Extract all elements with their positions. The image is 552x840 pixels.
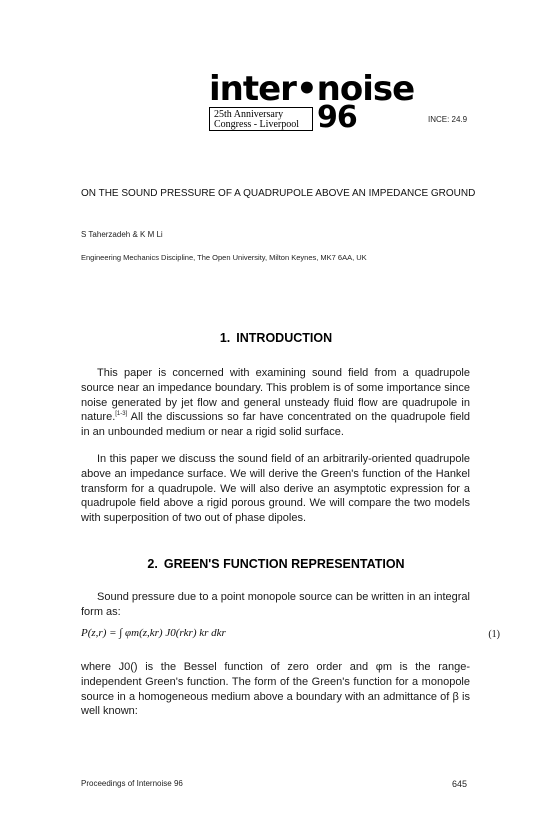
section-number: 1. [219,331,231,345]
section-number: 2. [147,557,158,571]
ince-code: INCE: 24.9 [428,115,468,124]
greens-paragraph-1: Sound pressure due to a point monopole source can be written in an integral form as: [81,591,470,618]
paper-affiliation: Engineering Mechanics Discipline, The Open University, Milton Keynes, MK7 6AA, UK [81,253,367,262]
intro-p1-text-cont: All the discussions so far have concentrated on the quadrupole field in an unbounded medium or near a rigid solid surface. [81,411,470,439]
section-title: GREEN'S FUNCTION REPRESENTATION [163,557,405,571]
intro-paragraph-1 [81,366,470,440]
conference-logo [207,69,415,135]
paper-authors: S Taherzadeh & K M Li [81,230,163,239]
equation-1: P(z,r) = ∫ φm(z,kr) J0(rkr) kr dkr [81,627,226,639]
footer-proceedings: Proceedings of Internoise 96 [81,779,183,788]
logo-year: 96 [317,100,357,135]
footer-page-number: 645 [452,779,468,789]
section-heading-greens-function [0,557,552,571]
greens-paragraph-2: where J0() is the Bessel function of zero order and φm is the range-independent Green's function. The form of the Green's function for a monopole source in a homogeneous medium above a boundary with an admittance of β is well known: [81,661,470,718]
citation-ref: [1-3] [115,411,128,418]
logo-anniversary-line1: 25th Anniversary [214,109,284,120]
logo-anniversary-box [209,107,313,131]
logo-anniversary-line2: Congress - Liverpool [214,119,299,130]
section-title: INTRODUCTION [236,331,333,345]
logo-wordmark: inter•noise [209,69,415,109]
section-heading-introduction [0,331,552,345]
paper-title: ON THE SOUND PRESSURE OF A QUADRUPOLE ABOVE AN IMPEDANCE GROUND [81,188,476,199]
intro-paragraph-2: In this paper we discuss the sound field of an arbitrarily-oriented quadrupole above an impedance surface. We will derive the Green's function of the Hankel transform for a quadrupole. We will also derive an asymptotic expression for a quadrupole field above a rigid porous ground. We will compare the two models with superposition of two out of phase dipoles. [81,453,470,525]
intro-p1-text: This paper is concerned with examining sound field from a quadrupole source near an impedance boundary. This problem is of some importance since noise generated by jet flow and general unsteady fluid flow are quadrupole in nature. [81,367,470,424]
equation-number: (1) [488,629,500,640]
